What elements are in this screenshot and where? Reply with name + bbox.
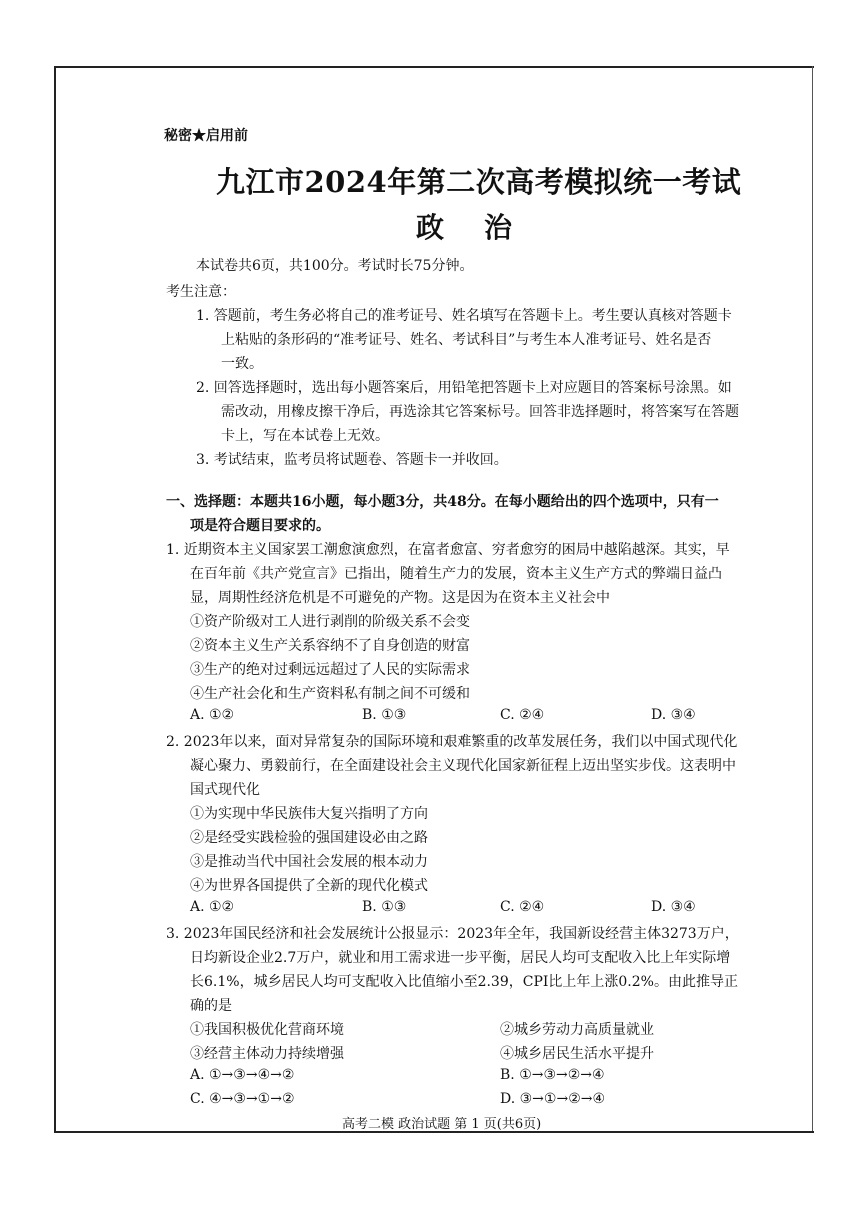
question-3-item: ③经营主体动力持续增强 xyxy=(190,1046,344,1062)
page-frame-top xyxy=(54,66,814,68)
question-3-option-b[interactable]: B. ①→③→②→④ xyxy=(500,1067,605,1083)
question-3-stem: 日均新设企业2.7万户，就业和用工需求进一步平衡，居民人均可支配收入比上年实际增 xyxy=(190,950,731,966)
question-1-stem: 1. 近期资本主义国家罢工潮愈演愈烈，在富者愈富、穷者愈穷的困局中越陷越深。其实，早 xyxy=(166,542,730,558)
question-2-option-a[interactable]: A. ①② xyxy=(190,899,235,915)
question-2-item: ④为世界各国提供了全新的现代化模式 xyxy=(190,878,428,894)
notice-line: 3. 考试结束，监考员将试题卷、答题卡一并收回。 xyxy=(196,452,508,468)
page-frame-right xyxy=(812,66,813,1132)
question-2-option-b[interactable]: B. ①③ xyxy=(362,899,407,915)
question-1-item: ①资产阶级对工人进行剥削的阶级关系不会变 xyxy=(190,614,470,630)
question-2-item: ③是推动当代中国社会发展的根本动力 xyxy=(190,854,428,870)
question-2-option-c[interactable]: C. ②④ xyxy=(500,899,545,915)
question-3-item: ①我国积极优化营商环境 xyxy=(190,1022,344,1038)
exam-intro: 本试卷共6页，共100分。考试时长75分钟。 xyxy=(196,258,474,274)
question-2-item: ②是经受实践检验的强国建设必由之路 xyxy=(190,830,428,846)
notice-line: 2. 回答选择题时，选出每小题答案后，用铅笔把答题卡上对应题目的答案标号涂黑。如 xyxy=(196,380,732,396)
question-1-stem: 在百年前《共产党宣言》已指出，随着生产力的发展，资本主义生产方式的弊端日益凸 xyxy=(190,566,722,582)
question-1-option-a[interactable]: A. ①② xyxy=(190,707,235,723)
question-3-option-d[interactable]: D. ③→①→②→④ xyxy=(500,1091,606,1107)
question-3-item: ②城乡劳动力高质量就业 xyxy=(500,1022,654,1038)
confidential-label: 秘密★启用前 xyxy=(164,128,248,144)
notice-line: 1. 答题前，考生务必将自己的准考证号、姓名填写在答题卡上。考生要认真核对答题卡 xyxy=(196,308,732,324)
page-footer: 高考二模 政治试题 第 1 页(共6页) xyxy=(342,1117,542,1132)
question-2-stem: 2. 2023年以来，面对异常复杂的国际环境和艰难繁重的改革发展任务，我们以中国式现代化 xyxy=(166,734,738,750)
question-1-stem: 显，周期性经济危机是不可避免的产物。这是因为在资本主义社会中 xyxy=(190,590,610,606)
notice-line: 需改动，用橡皮擦干净后，再选涂其它答案标号。回答非选择题时，将答案写在答题 xyxy=(221,404,739,420)
question-3-stem: 3. 2023年国民经济和社会发展统计公报显示：2023年全年，我国新设经营主体3273万户， xyxy=(166,926,739,942)
section-heading: 一、选择题：本题共16小题，每小题3分，共48分。在每小题给出的四个选项中，只有一 xyxy=(166,494,719,510)
question-3-item: ④城乡居民生活水平提升 xyxy=(500,1046,654,1062)
notice-line: 上粘贴的条形码的“准考证号、姓名、考试科目”与考生本人准考证号、姓名是否 xyxy=(221,332,712,348)
notice-line: 卡上，写在本试卷上无效。 xyxy=(221,428,389,444)
subject-title: 政治 xyxy=(416,211,553,244)
section-heading: 项是符合题目要求的。 xyxy=(190,518,330,534)
question-1-option-b[interactable]: B. ①③ xyxy=(362,707,407,723)
question-1-item: ④生产社会化和生产资料私有制之间不可缓和 xyxy=(190,686,470,702)
notice-heading: 考生注意： xyxy=(166,284,236,300)
question-3-option-a[interactable]: A. ①→③→④→② xyxy=(190,1067,295,1083)
question-1-item: ③生产的绝对过剩远远超过了人民的实际需求 xyxy=(190,662,470,678)
question-1-option-c[interactable]: C. ②④ xyxy=(500,707,545,723)
question-1-option-d[interactable]: D. ③④ xyxy=(651,707,696,723)
question-3-option-c[interactable]: C. ④→③→①→② xyxy=(190,1091,295,1107)
question-2-stem: 国式现代化 xyxy=(190,782,260,798)
question-2-stem: 凝心聚力、勇毅前行，在全面建设社会主义现代化国家新征程上迈出坚实步伐。这表明中 xyxy=(190,758,736,774)
question-3-stem: 长6.1%，城乡居民人均可支配收入比值缩小至2.39，CPI比上年上涨0.2%。由此推导正 xyxy=(190,974,738,990)
notice-line: 一致。 xyxy=(221,356,263,372)
page-frame-left xyxy=(54,66,56,1132)
question-2-option-d[interactable]: D. ③④ xyxy=(651,899,696,915)
exam-title: 九江市2024年第二次高考模拟统一考试 xyxy=(216,165,742,199)
question-1-item: ②资本主义生产关系容纳不了自身创造的财富 xyxy=(190,638,470,654)
question-3-stem: 确的是 xyxy=(190,998,232,1014)
question-2-item: ①为实现中华民族伟大复兴指明了方向 xyxy=(190,806,428,822)
